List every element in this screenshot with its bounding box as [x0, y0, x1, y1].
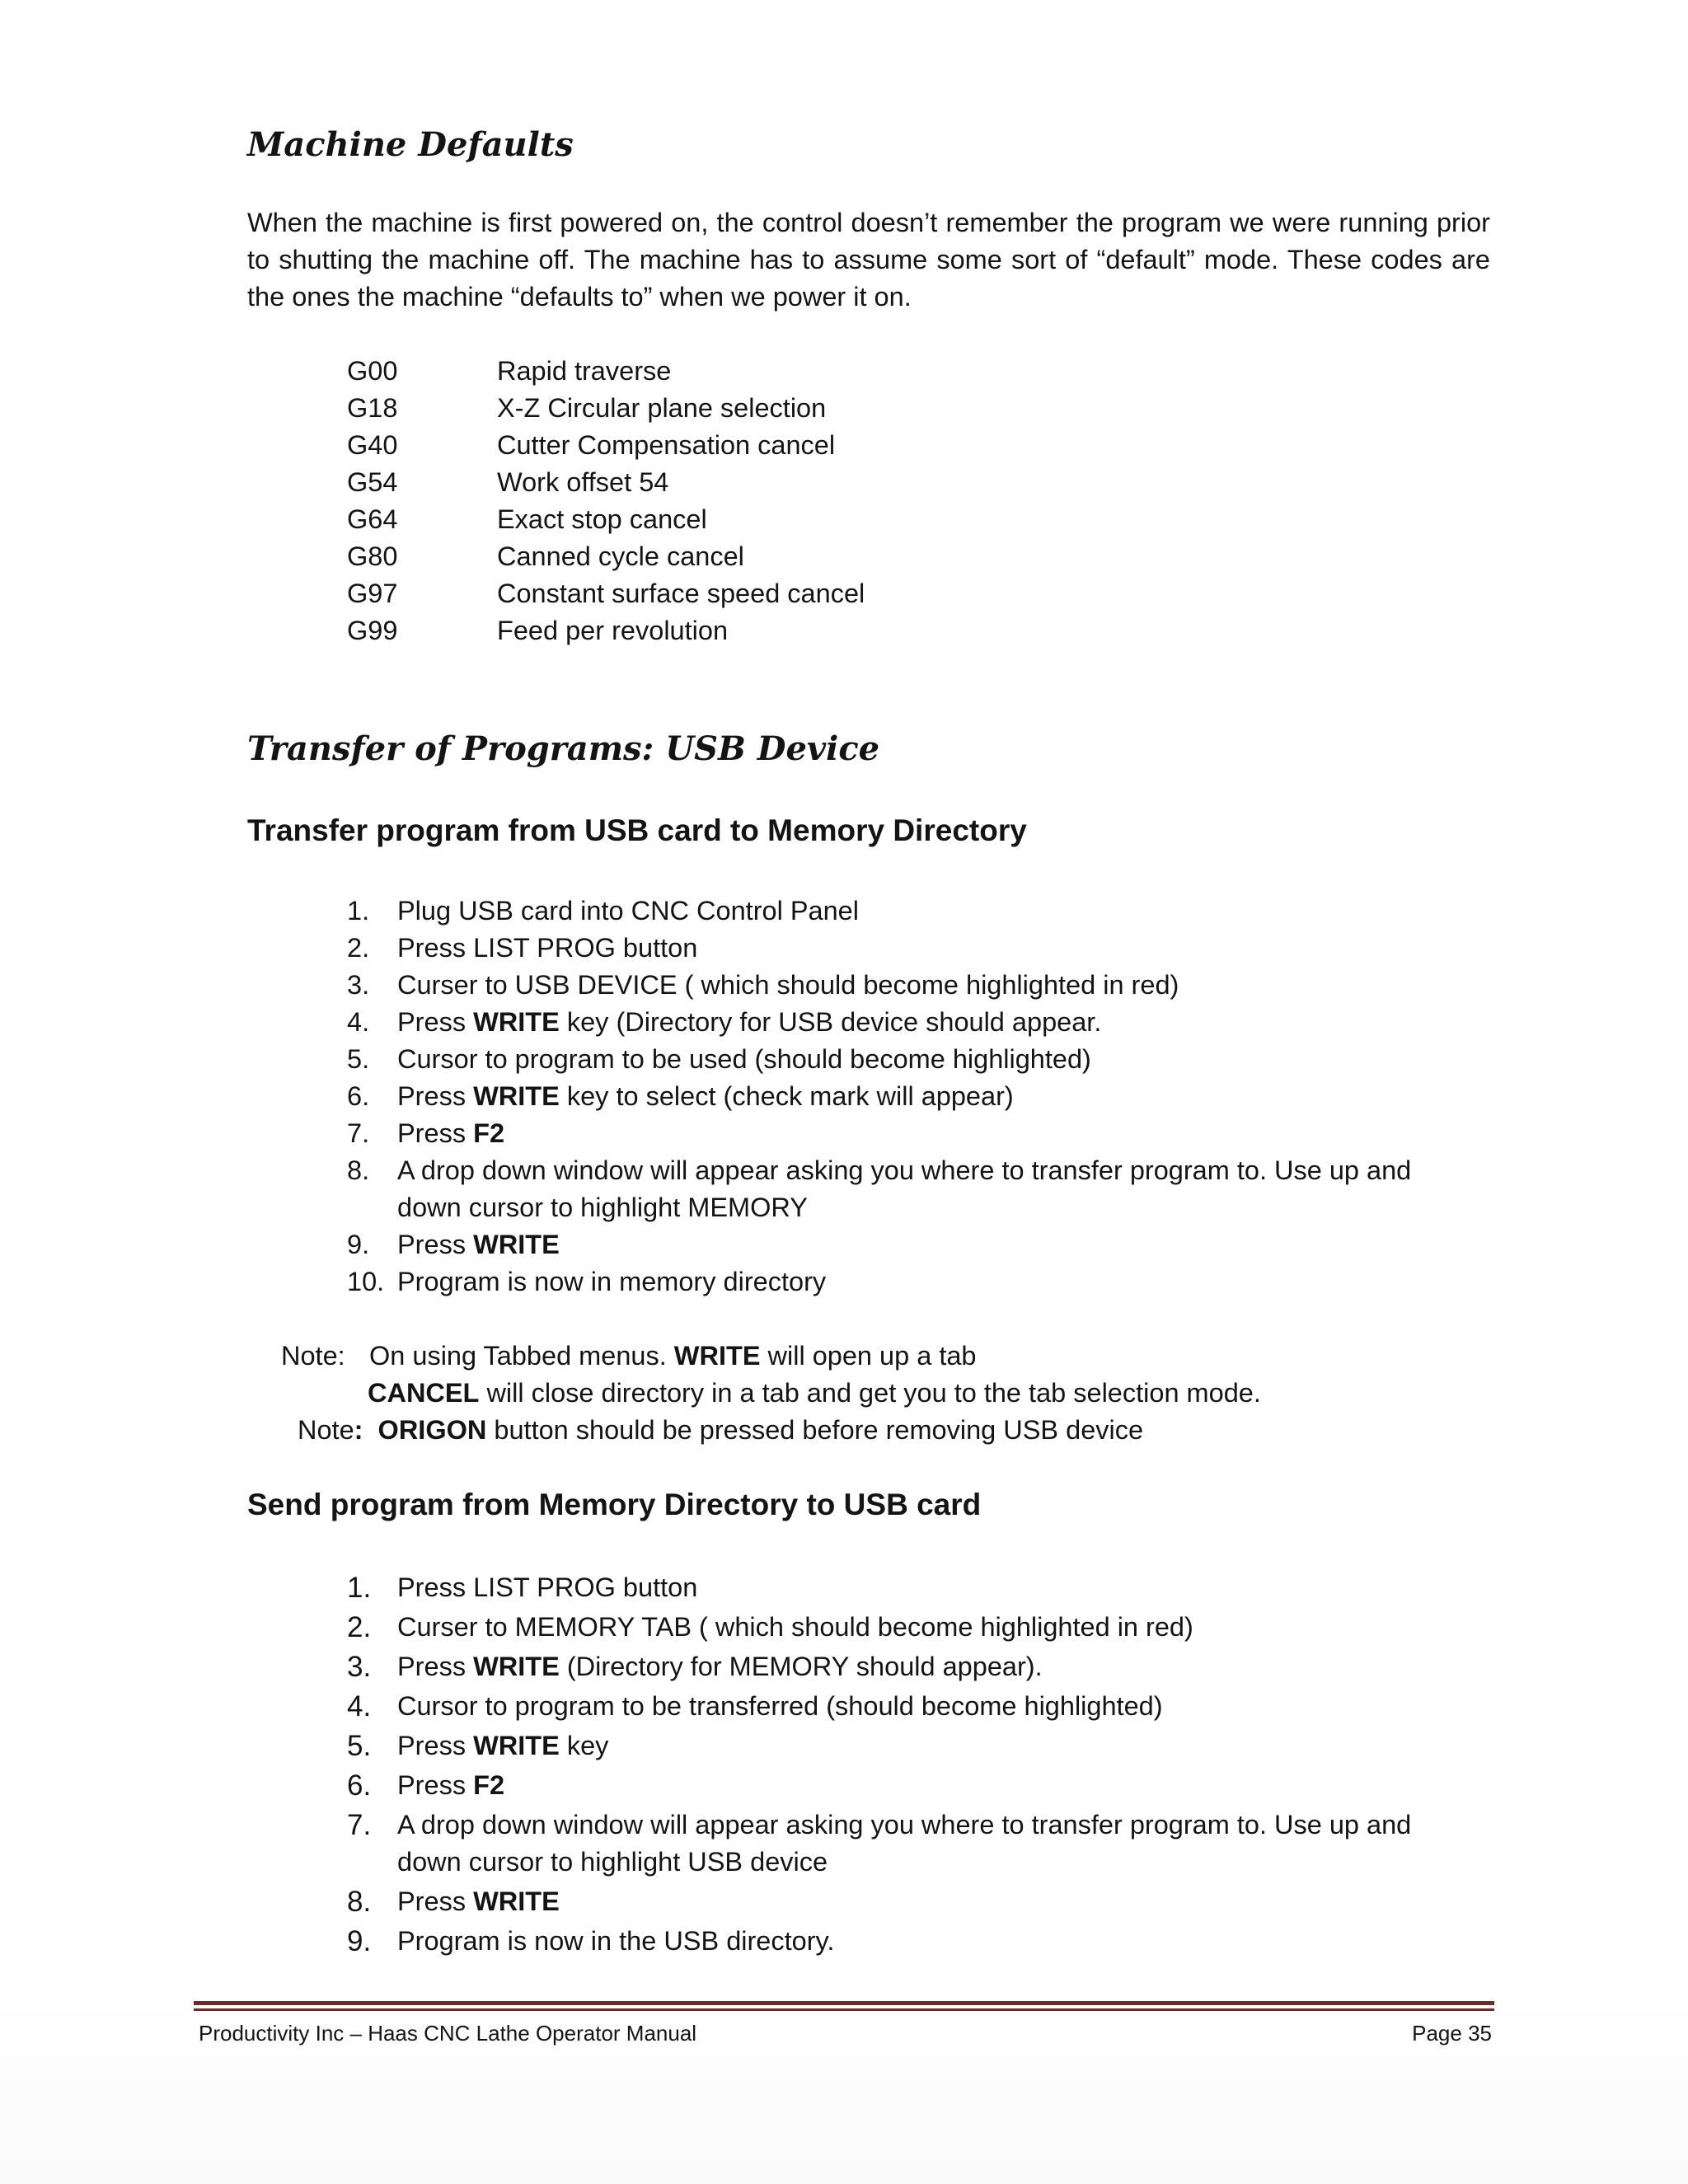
- step-number: 5.: [347, 1730, 372, 1762]
- step-text: Press F2: [397, 1770, 505, 1800]
- g-code: G80: [347, 541, 398, 571]
- step-number: 1.: [347, 896, 370, 926]
- step-text: Press LIST PROG button: [397, 1572, 698, 1602]
- g-code-description: Cutter Compensation cancel: [497, 430, 836, 460]
- key-name: ORIGON: [377, 1415, 487, 1445]
- step-number: 4.: [347, 1690, 372, 1722]
- footer-rule-thick: [194, 2001, 1494, 2005]
- g-code: G99: [347, 616, 398, 645]
- key-name: F2: [473, 1118, 505, 1148]
- key-name: CANCEL: [368, 1378, 480, 1408]
- key-name: WRITE: [473, 1886, 560, 1916]
- from-usb-subheading: Transfer program from USB card to Memory Directory: [247, 813, 1027, 847]
- step-number: 1.: [347, 1572, 372, 1604]
- g-code-description: Work offset 54: [497, 467, 669, 497]
- g-code-description: Constant surface speed cancel: [497, 579, 865, 608]
- step-number: 2.: [347, 1611, 372, 1643]
- key-name: WRITE: [473, 1007, 560, 1037]
- step-number: 6.: [347, 1081, 370, 1111]
- g-code-description: Exact stop cancel: [497, 504, 707, 534]
- step-text: Cursor to program to be transferred (should become highlighted): [397, 1691, 1163, 1721]
- note-label: Note: [298, 1415, 354, 1445]
- note-cancel-line: CANCEL will close directory in a tab and get you to the tab selection mode.: [368, 1378, 1261, 1408]
- step-number: 5.: [347, 1044, 370, 1074]
- step-text: Press WRITE: [397, 1230, 560, 1259]
- step-number: 3.: [347, 970, 370, 1000]
- g-code: G00: [347, 356, 398, 386]
- step-number: 4.: [347, 1007, 370, 1037]
- key-name: WRITE: [473, 1731, 560, 1760]
- key-name: WRITE: [473, 1081, 560, 1111]
- step-number: 9.: [347, 1925, 372, 1957]
- to-usb-subheading: Send program from Memory Directory to USB card: [247, 1488, 982, 1521]
- step-text-continued: down cursor to highlight USB device: [397, 1847, 828, 1877]
- key-name: WRITE: [673, 1341, 761, 1371]
- step-text: Curser to MEMORY TAB ( which should become highlighted in red): [397, 1612, 1193, 1642]
- machine-defaults-heading: Machine Defaults: [247, 125, 574, 164]
- step-text: A drop down window will appear asking you where to transfer program to. Use up and: [397, 1810, 1412, 1840]
- step-number: 9.: [347, 1230, 370, 1259]
- note-tabbed-menus: Note: On using Tabbed menus. WRITE will open up a tab: [281, 1341, 977, 1371]
- step-number: 8.: [347, 1155, 370, 1185]
- g-code: G40: [347, 430, 398, 460]
- step-number: 10.: [347, 1267, 385, 1296]
- key-name: WRITE: [473, 1652, 560, 1681]
- step-text: Press WRITE (Directory for MEMORY should appear).: [397, 1652, 1043, 1681]
- step-text: Press WRITE key to select (check mark will appear): [397, 1081, 1014, 1111]
- step-text-continued: down cursor to highlight MEMORY: [397, 1193, 808, 1222]
- step-number: 6.: [347, 1769, 372, 1802]
- step-number: 8.: [347, 1886, 372, 1918]
- g-code-description: Feed per revolution: [497, 616, 729, 645]
- step-text: Cursor to program to be used (should become highlighted): [397, 1044, 1091, 1074]
- step-text: Program is now in memory directory: [397, 1267, 827, 1296]
- footer-rule-thin: [194, 2008, 1494, 2011]
- step-text: A drop down window will appear asking you where to transfer program to. Use up and: [397, 1155, 1412, 1185]
- step-text: Press WRITE key: [397, 1731, 609, 1760]
- step-text: Plug USB card into CNC Control Panel: [397, 896, 859, 926]
- transfer-heading: Transfer of Programs: USB Device: [247, 729, 880, 768]
- g-code-description: Canned cycle cancel: [497, 541, 744, 571]
- note-origon: Note: ORIGON button should be pressed before removing USB device: [298, 1415, 1144, 1445]
- step-number: 3.: [347, 1651, 372, 1683]
- step-text: Press WRITE: [397, 1886, 560, 1916]
- footer-title: Productivity Inc – Haas CNC Lathe Operator Manual: [199, 2021, 697, 2046]
- step-number: 7.: [347, 1809, 372, 1841]
- step-number: 7.: [347, 1118, 370, 1148]
- step-number: 2.: [347, 933, 370, 963]
- step-text: Press WRITE key (Directory for USB device should appear.: [397, 1007, 1102, 1037]
- step-text: Press F2: [397, 1118, 505, 1148]
- step-text: Program is now in the USB directory.: [397, 1926, 835, 1956]
- g-code: G54: [347, 467, 398, 497]
- g-code-description: X-Z Circular plane selection: [497, 393, 827, 423]
- machine-defaults-intro: When the machine is first powered on, the control doesn’t remember the program we were running prior to shutting the machine off. The machine has to assume some sort of “default” mode. These codes are the ones the machine “defaults to” when we power it on.: [247, 208, 1490, 312]
- step-text: Curser to USB DEVICE ( which should become highlighted in red): [397, 970, 1179, 1000]
- note-label: Note:: [281, 1341, 345, 1371]
- g-code: G97: [347, 579, 398, 608]
- g-code-description: Rapid traverse: [497, 356, 672, 386]
- key-name: WRITE: [473, 1230, 560, 1259]
- g-code: G64: [347, 504, 398, 534]
- key-name: F2: [473, 1770, 505, 1800]
- page-number: Page 35: [1412, 2021, 1492, 2046]
- step-text: Press LIST PROG button: [397, 933, 698, 963]
- g-code: G18: [347, 393, 398, 423]
